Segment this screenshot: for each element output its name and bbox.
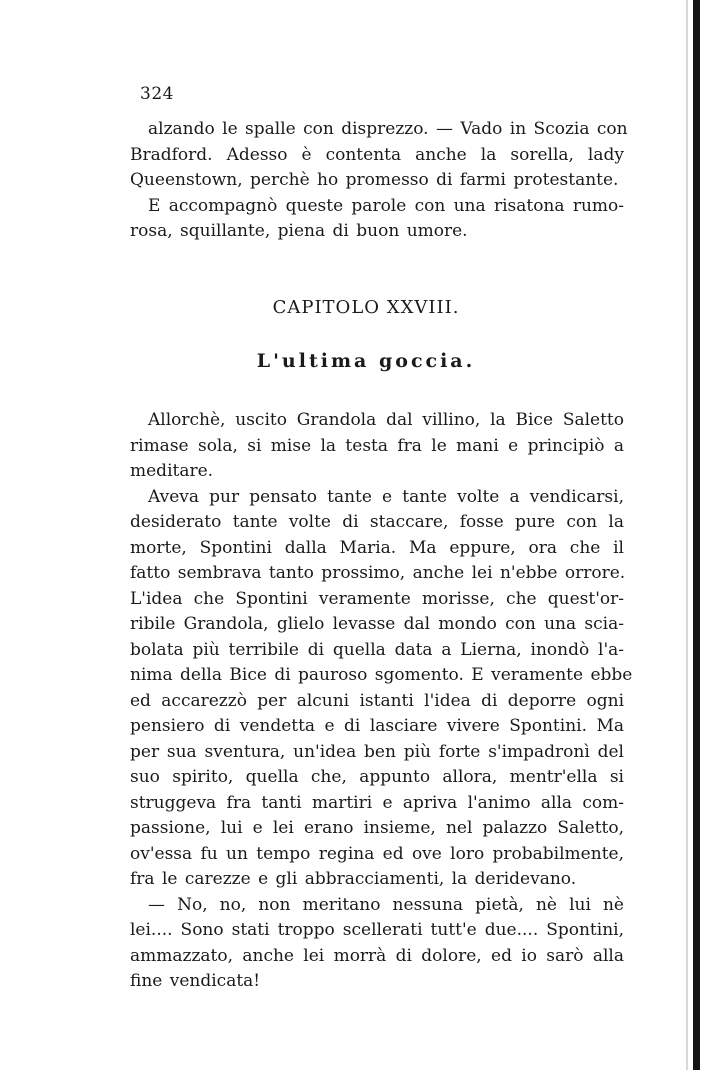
text-line: struggeva fra tanti martiri e apriva l'animo alla com- bbox=[130, 792, 624, 813]
text-line: lei.... Sono stati troppo scellerati tutt'e due.... Spontini, bbox=[130, 920, 624, 940]
chapter-title: L'ultima goccia. bbox=[256, 350, 476, 372]
page-number: 324 bbox=[140, 84, 174, 104]
top-text-block bbox=[130, 117, 628, 245]
text-line: L'idea che Spontini veramente morisse, che quest'or- bbox=[130, 588, 624, 609]
page-gutter-shadow bbox=[686, 0, 688, 1070]
text-line: passione, lui e lei erano insieme, nel palazzo Saletto, bbox=[130, 818, 624, 838]
text-line: Allorchè, uscito Grandola dal villino, la Bice Saletto bbox=[148, 410, 624, 430]
text-line: nima della Bice di pauroso sgomento. E veramente ebbe bbox=[130, 665, 633, 685]
text-line: alzando le spalle con disprezzo. — Vado in Scozia con bbox=[148, 119, 628, 139]
text-line: rimase sola, si mise la testa fra le mani e principiò a bbox=[130, 435, 624, 456]
text-line: ov'essa fu un tempo regina ed ove loro probabilmente, bbox=[130, 843, 624, 864]
text-line: bolata più terribile di quella data a Lierna, inondò l'a- bbox=[130, 639, 624, 660]
text-line: fatto sembrava tanto prossimo, anche lei n'ebbe orrore. bbox=[130, 563, 626, 583]
page-edge-border bbox=[693, 0, 700, 1070]
text-line: morte, Spontini dalla Maria. Ma eppure, ora che il bbox=[130, 537, 624, 558]
main-text-block bbox=[130, 408, 633, 995]
text-line: suo spirito, quella che, appunto allora, mentr'ella si bbox=[130, 767, 624, 787]
text-line: — No, no, non meritano nessuna pietà, nè lui nè bbox=[148, 894, 624, 915]
text-line: ed accarezzò per alcuni istanti l'idea di deporre ogni bbox=[130, 690, 624, 711]
text-line: fra le carezze e gli abbracciamenti, la deridevano. bbox=[130, 869, 577, 889]
text-line: fine vendicata! bbox=[130, 971, 261, 991]
text-line: per sua sventura, un'idea ben più forte s'impadronì del bbox=[130, 741, 624, 762]
text-line: meditare. bbox=[130, 461, 214, 481]
text-line: desiderato tante volte di staccare, fosse pure con la bbox=[130, 512, 624, 532]
chapter-number: CAPITOLO XXVIII. bbox=[272, 297, 460, 318]
text-line: E accompagnò queste parole con una risatona rumo- bbox=[148, 195, 624, 216]
text-line: rosa, squillante, piena di buon umore. bbox=[130, 221, 468, 241]
text-line: Aveva pur pensato tante e tante volte a vendicarsi, bbox=[148, 486, 624, 507]
text-line: ammazzato, anche lei morrà di dolore, ed io sarò alla bbox=[130, 945, 624, 966]
text-line: ribile Grandola, glielo levasse dal mondo con una scia- bbox=[130, 614, 624, 634]
text-line: Queenstown, perchè ho promesso di farmi protestante. bbox=[130, 170, 619, 190]
text-line: Bradford. Adesso è contenta anche la sorella, lady bbox=[130, 144, 624, 165]
text-line: pensiero di vendetta e di lasciare vivere Spontini. Ma bbox=[130, 716, 624, 736]
